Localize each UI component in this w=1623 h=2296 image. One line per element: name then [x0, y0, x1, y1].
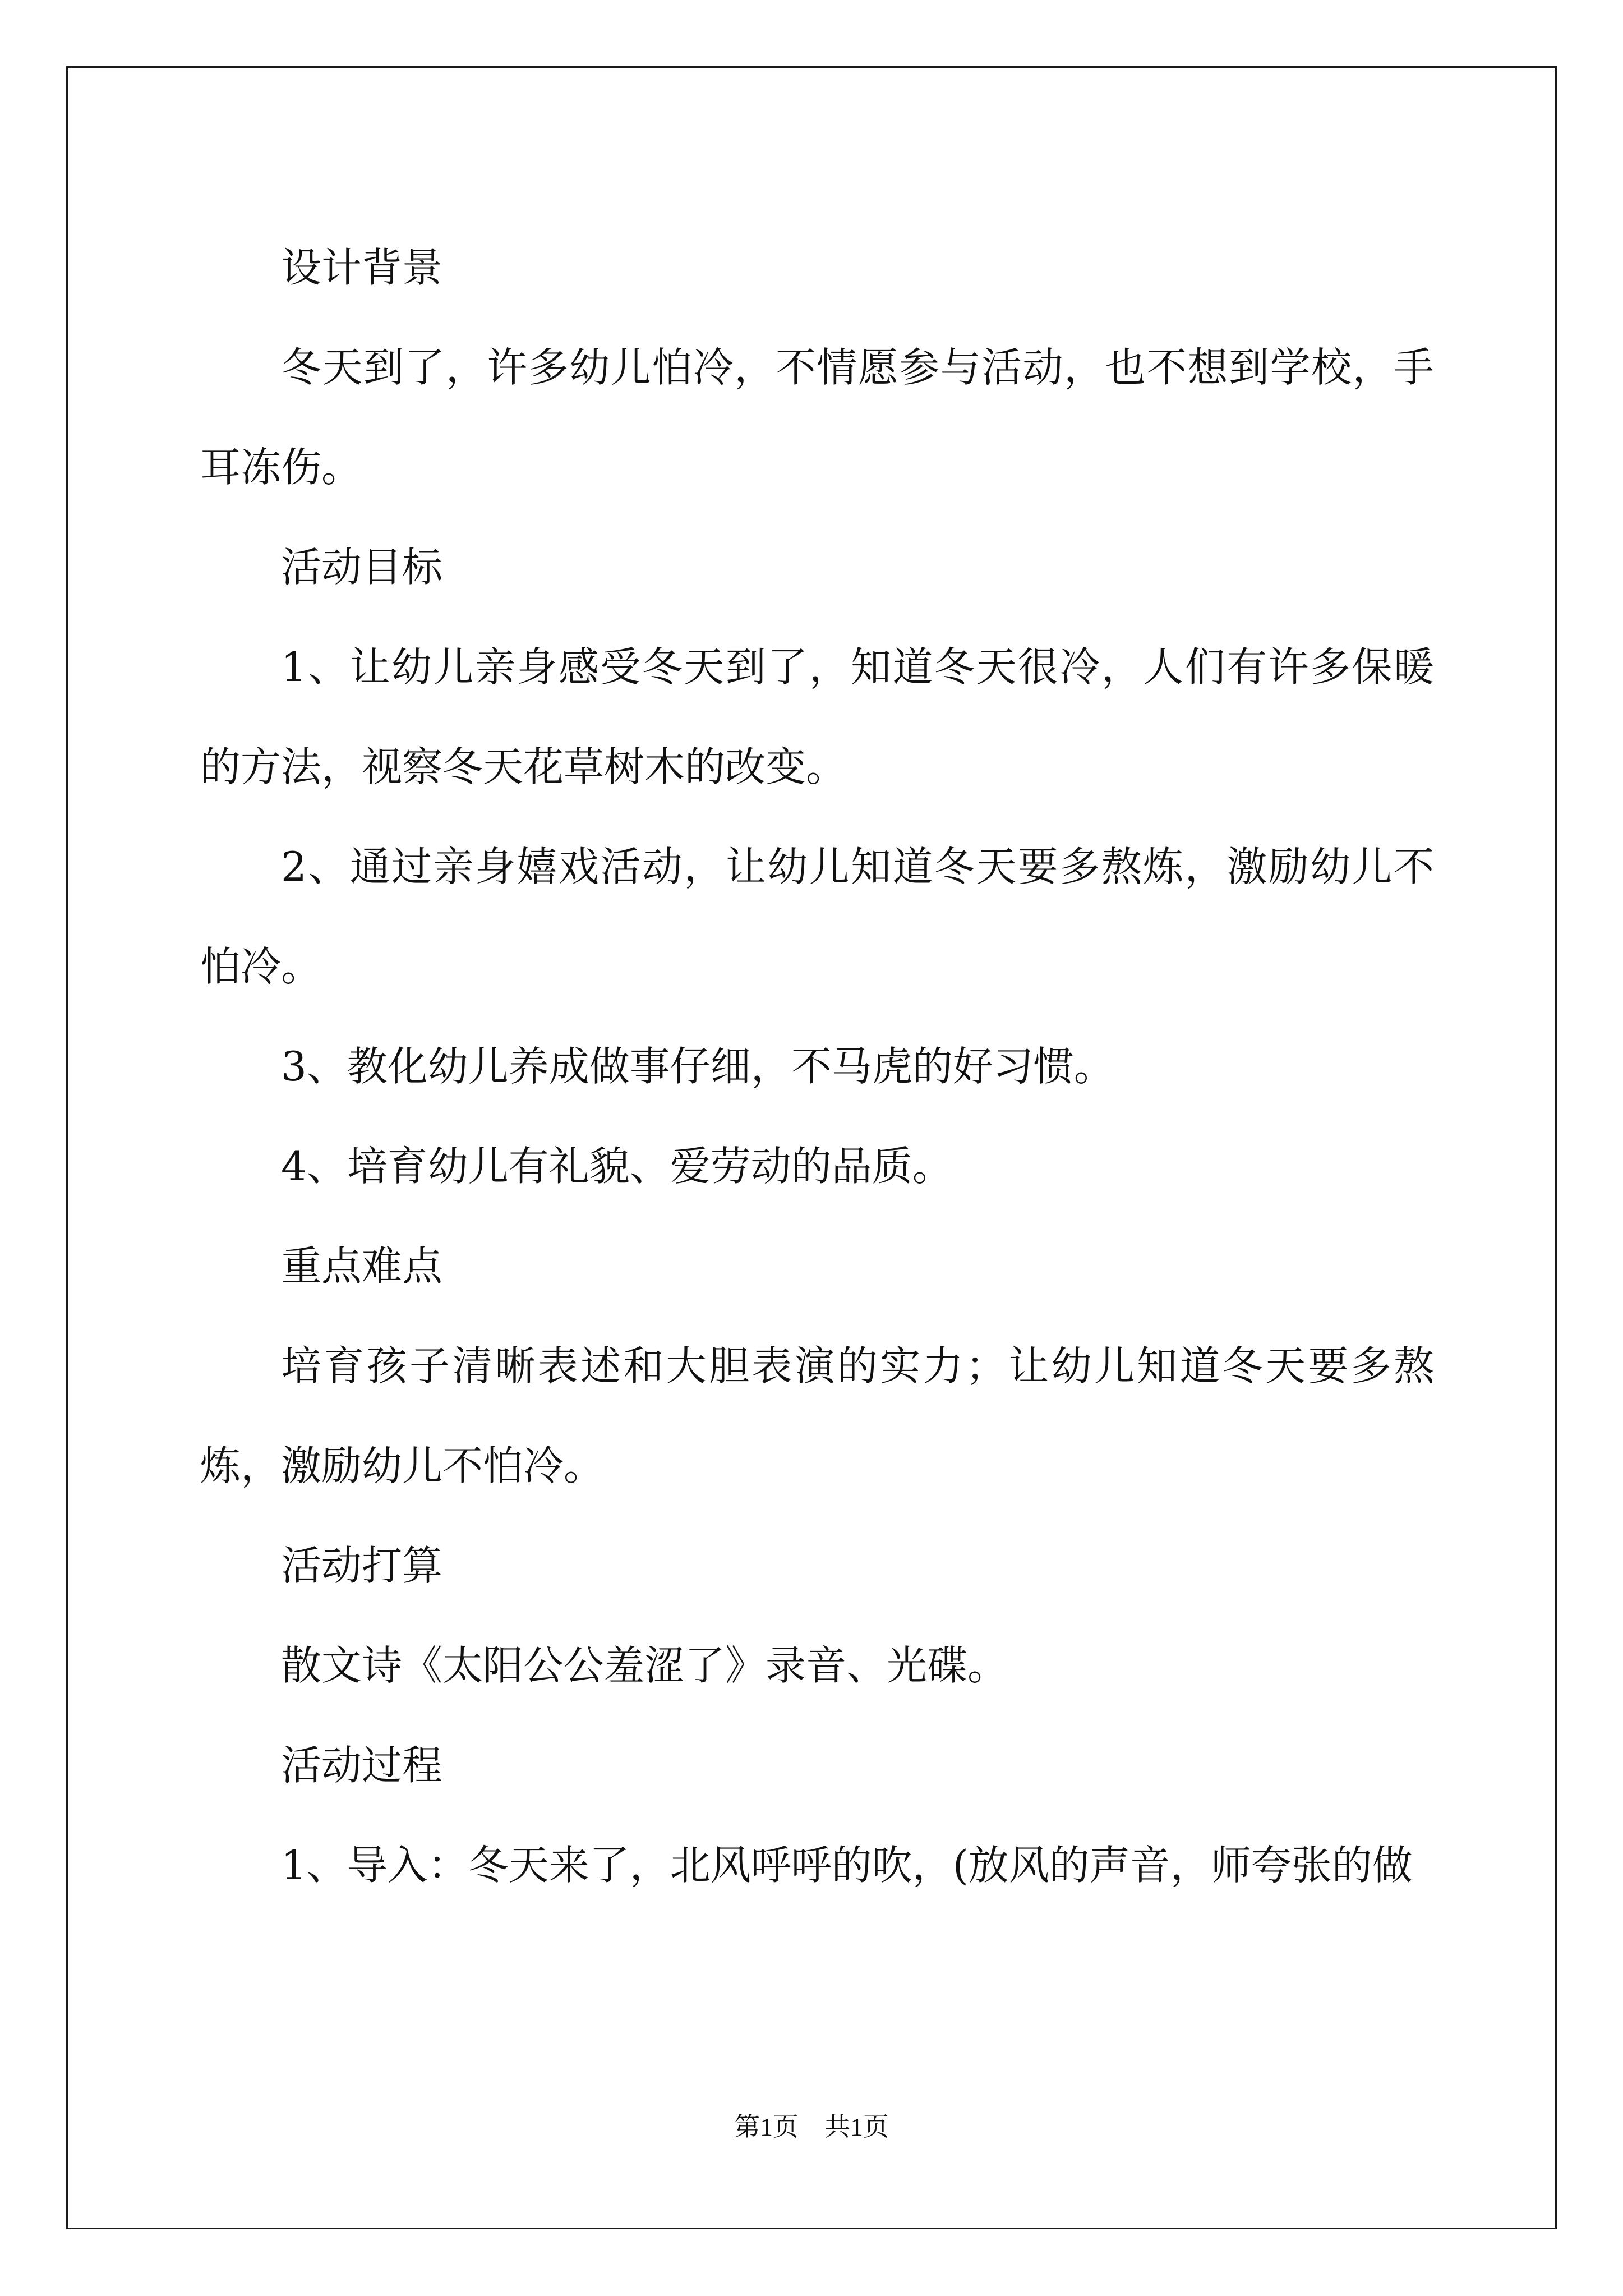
- paragraph-background: 冬天到了，许多幼儿怕冷，不情愿参与活动，也不想到学校，手耳冻伤。: [200, 344, 1434, 491]
- page-footer: [0, 2110, 1623, 2144]
- goal-item-3: 3、教化幼儿养成做事仔细，不马虎的好习惯。: [281, 1043, 1114, 1090]
- page-total: 共1页: [824, 2113, 889, 2141]
- section-heading-preparation: 活动打算: [281, 1542, 443, 1589]
- section-heading-goals: 活动目标: [281, 544, 443, 591]
- process-item-1: 1、导入：冬天来了，北风呼呼的吹，(放风的声音，师夸张的做: [281, 1842, 1413, 1889]
- paragraph-key-points: 培育孩子清晰表述和大胆表演的实力；让幼儿知道冬天要多熬炼，激励幼儿不怕冷。: [200, 1342, 1434, 1489]
- goal-item-4: 4、培育幼儿有礼貌、爱劳动的品质。: [281, 1143, 953, 1190]
- document-body: [200, 218, 1434, 1915]
- page-number: 第1页: [734, 2113, 799, 2141]
- goal-item-1: 1、让幼儿亲身感受冬天到了，知道冬天很冷，人们有许多保暖的方法，视察冬天花草树木的改变。: [200, 643, 1434, 790]
- section-heading-background: 设计背景: [281, 244, 443, 291]
- goal-item-2: 2、通过亲身嬉戏活动，让幼儿知道冬天要多熬炼，激励幼儿不怕冷。: [200, 843, 1434, 990]
- paragraph-preparation: 散文诗《太阳公公羞涩了》录音、光碟。: [281, 1642, 1008, 1689]
- section-heading-process: 活动过程: [281, 1742, 443, 1789]
- section-heading-key-points: 重点难点: [281, 1243, 443, 1290]
